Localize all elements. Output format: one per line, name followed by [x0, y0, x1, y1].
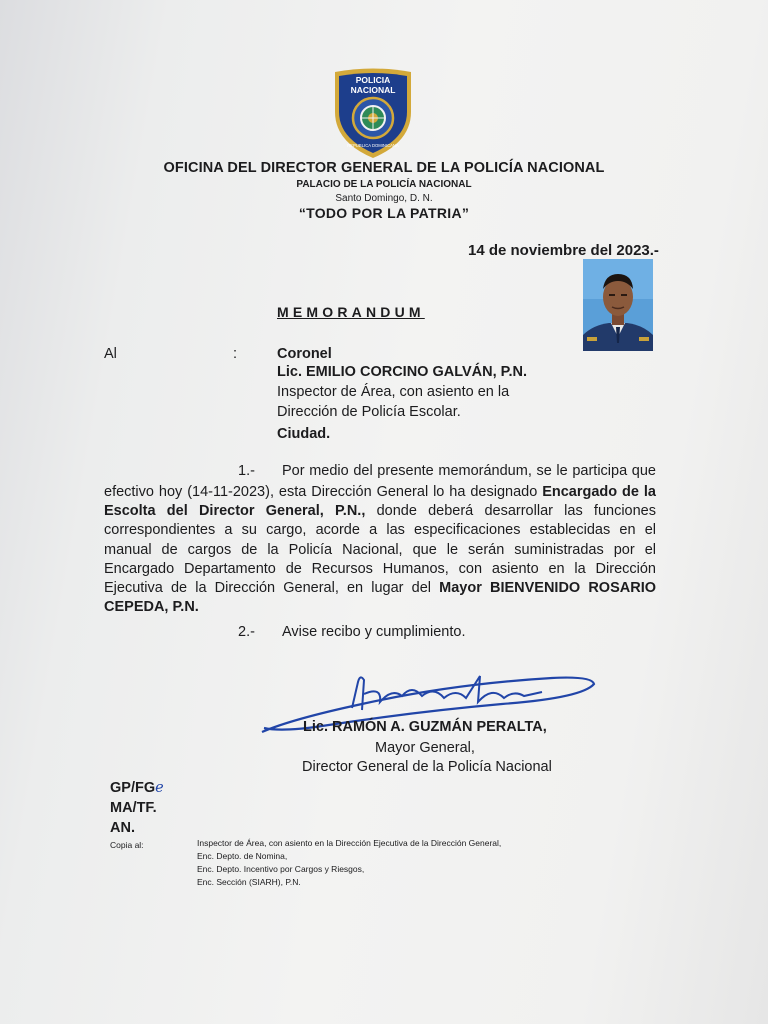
copy-item: Inspector de Área, con asiento en la Dirección Ejecutiva de la Dirección General, [197, 838, 502, 848]
paragraph-2-number: 2.- [238, 624, 255, 640]
copy-label: Copia al: [110, 840, 144, 850]
recipient-city: Ciudad. [277, 426, 331, 442]
paragraph-1-body: efectivo hoy (14-11-2023), esta Dirección General lo ha designado Encargado de la Escolta del Director General, P.N., donde deberá desarrollar las funciones correspondientes a su cargo, acorde a las especificaciones establecidas en el manual de cargos de la Policía Nacional, que le serán suministradas por el Encargado Departamento de Recursos Humanos, con asiento en la Dirección Ejecutiva de la Dirección General, en lugar del Mayor BIENVENIDO ROSARIO CEPEDA, P.N. [104, 484, 657, 616]
signatory-title: Director General de la Policía Nacional [302, 759, 552, 775]
signatory-name: Lic. RAMÓN A. GUZMÁN PERALTA, [303, 719, 547, 735]
city-heading: Santo Domingo, D. N. [335, 193, 433, 204]
recipient-colon: : [233, 346, 238, 362]
svg-text:POLICIA: POLICIA [355, 75, 391, 85]
recipient-name: Lic. EMILIO CORCINO GALVÁN, P.N. [277, 364, 528, 380]
copy-item: Enc. Depto. de Nomina, [197, 851, 288, 861]
paragraph-2-text: Avise recibo y cumplimiento. [282, 624, 466, 640]
recipient-label: Al [104, 346, 117, 362]
svg-text:REPUBLICA DOMINICANA: REPUBLICA DOMINICANA [347, 143, 399, 148]
recipient-rank: Coronel [277, 346, 332, 362]
memo-title: MEMORANDUM [277, 304, 425, 320]
policia-nacional-badge-logo [333, 68, 413, 160]
copy-item: Enc. Depto. Incentivo por Cargos y Riesgos, [197, 864, 365, 874]
recipient-position-line-1: Inspector de Área, con asiento en la [277, 384, 510, 400]
paragraph-1-number: 1.- [238, 463, 255, 479]
memo-date: 14 de noviembre del 2023.- [468, 242, 659, 259]
recipient-position-line-2: Dirección de Policía Escolar. [277, 404, 461, 420]
initials-line-2: MA/TF. [110, 800, 157, 816]
copy-item: Enc. Sección (SIARH), P.N. [197, 877, 301, 887]
palace-heading: PALACIO DE LA POLICÍA NACIONAL [296, 179, 472, 190]
office-heading: OFICINA DEL DIRECTOR GENERAL DE LA POLICÍA NACIONAL [163, 160, 605, 176]
svg-text:NACIONAL: NACIONAL [350, 85, 396, 95]
initials-line-3: AN. [110, 820, 135, 836]
handwritten-initial: e [155, 780, 164, 796]
motto-heading: “TODO POR LA PATRIA” [298, 205, 470, 221]
signatory-rank: Mayor General, [375, 740, 475, 756]
paragraph-1-first-line: Por medio del presente memorándum, se le participa que [282, 463, 656, 479]
initials-line-1: GP/FGe [110, 780, 164, 796]
officer-photo [583, 259, 653, 351]
